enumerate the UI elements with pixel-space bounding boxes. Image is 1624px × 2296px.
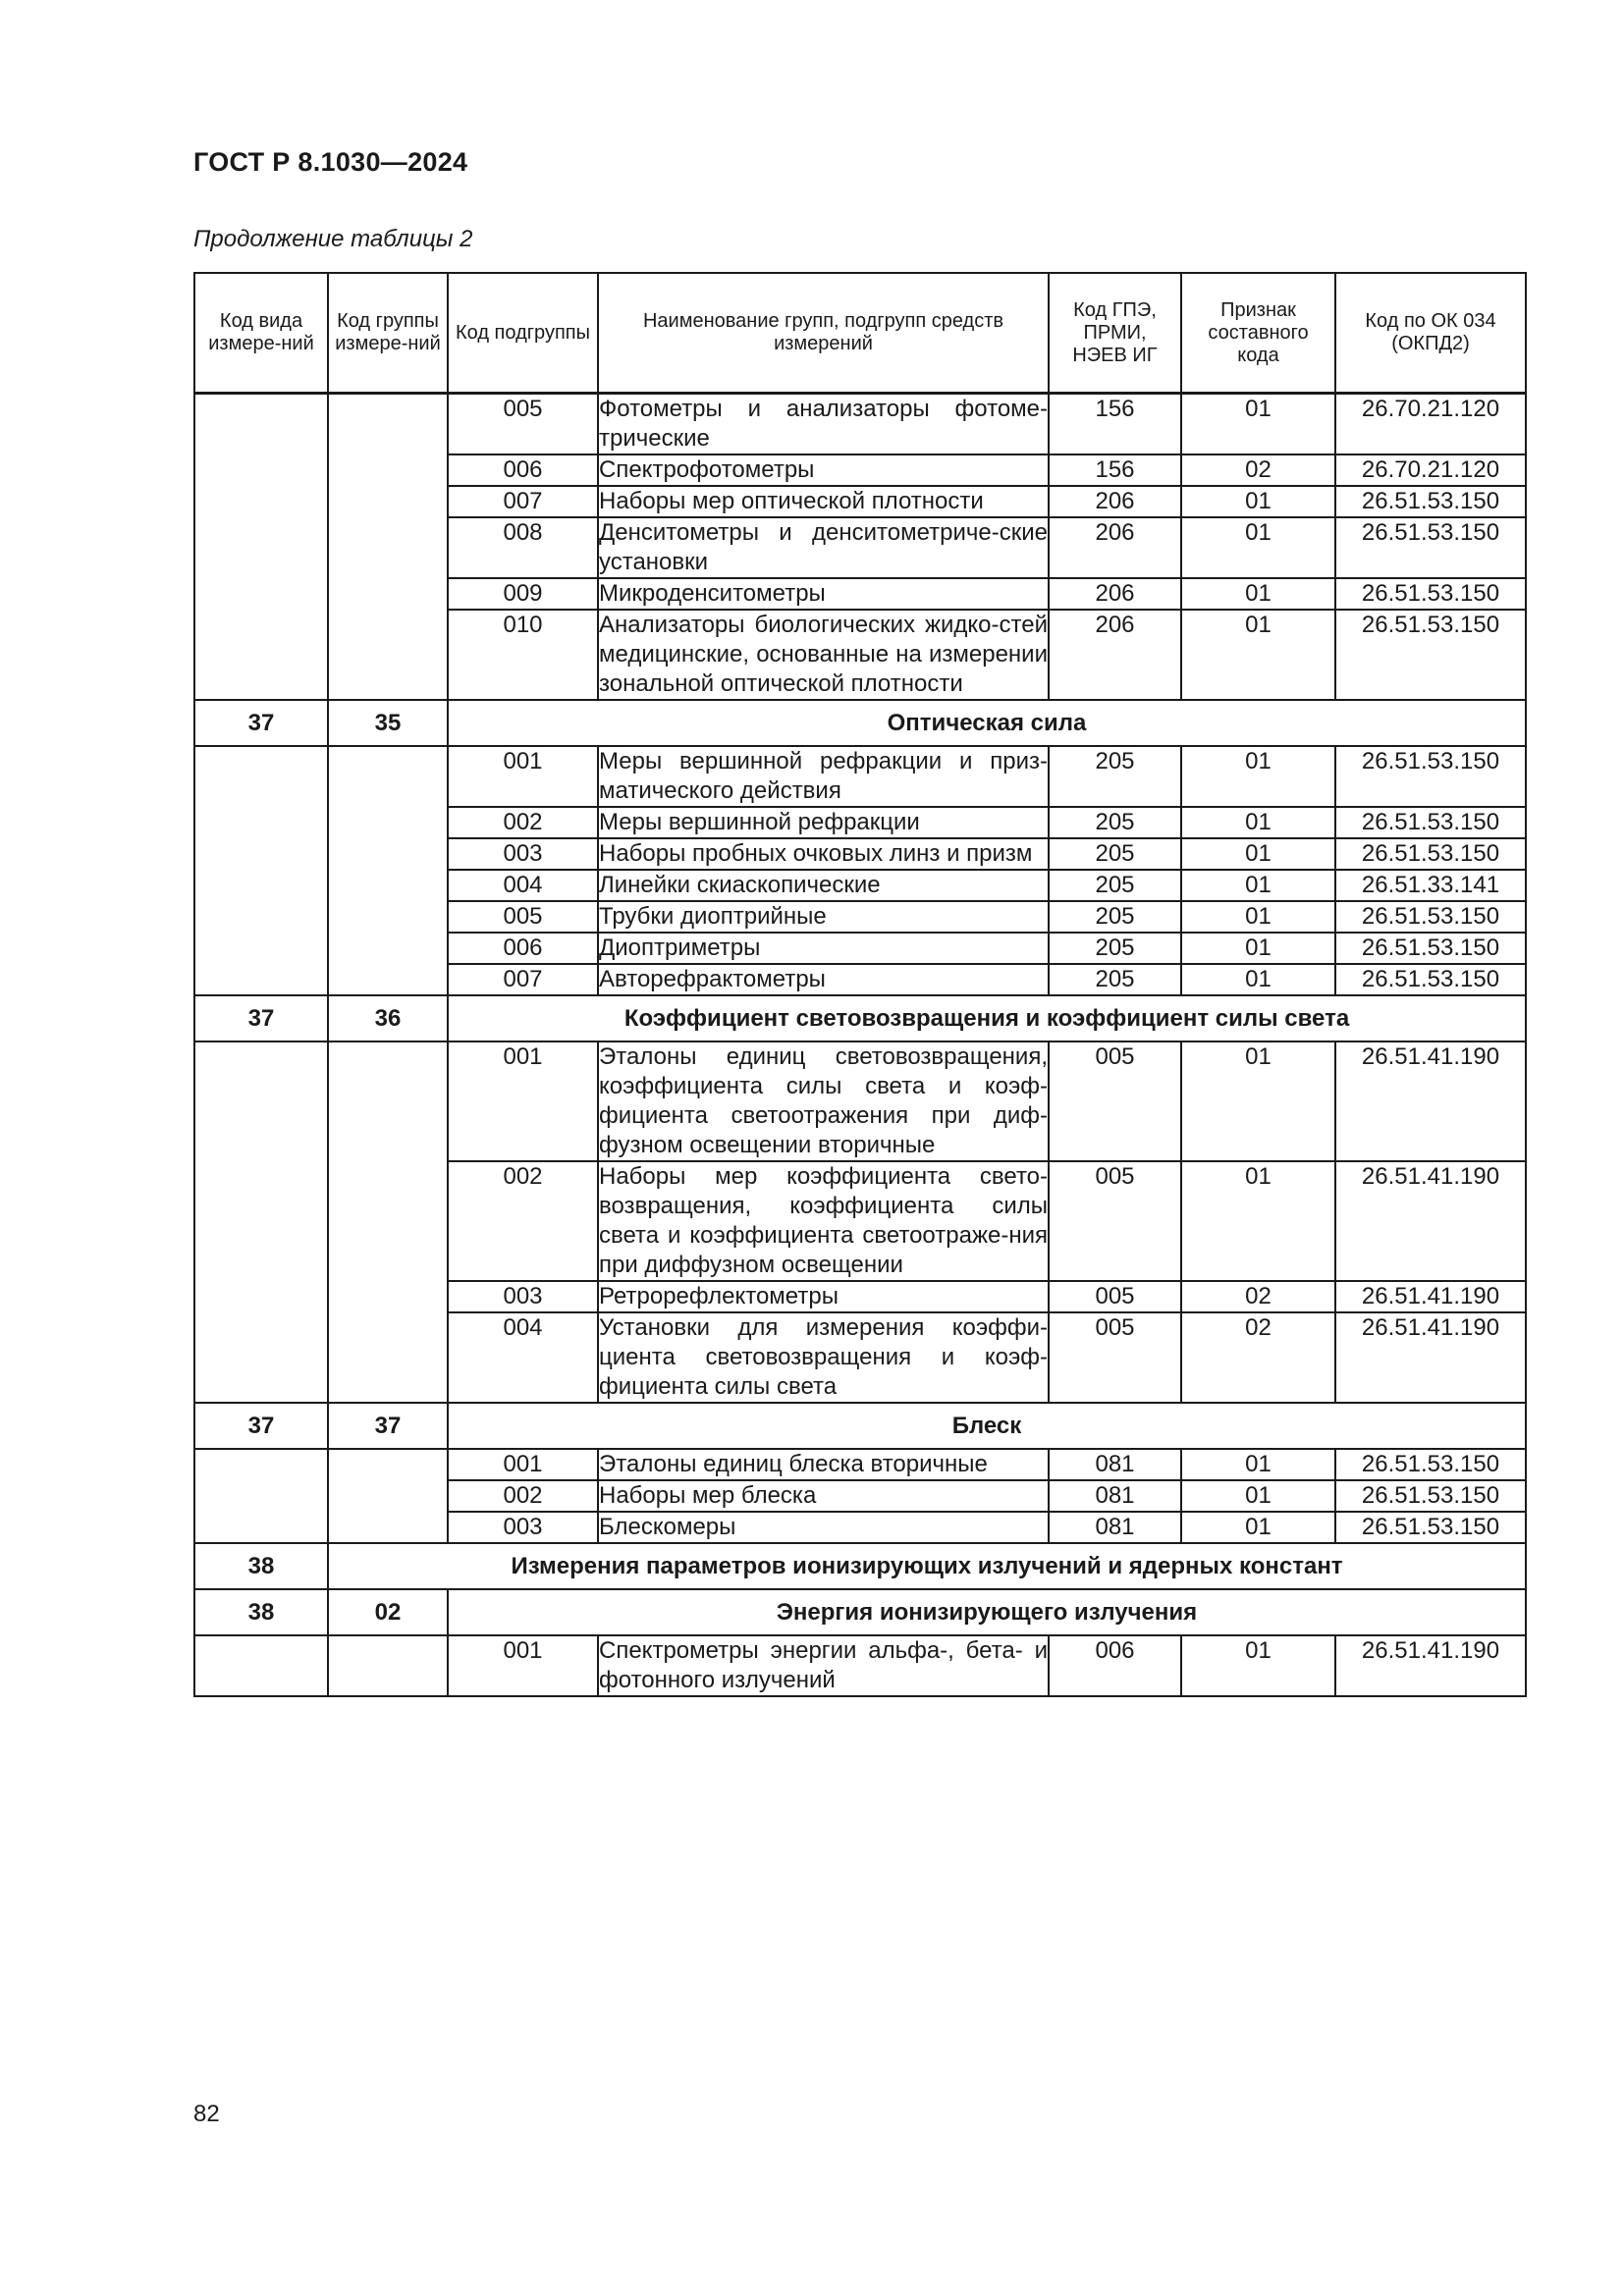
okpd-code-cell: 26.51.41.190 [1335, 1312, 1526, 1403]
classification-table [193, 272, 1527, 1697]
page-number: 82 [193, 2101, 220, 2127]
composite-sign-cell: 01 [1181, 746, 1335, 807]
instrument-name-cell: Эталоны единиц блеска вторичные [598, 1449, 1049, 1480]
okpd-code-cell: 26.51.41.190 [1335, 1281, 1526, 1312]
kind-section-row [194, 1543, 1526, 1589]
okpd-code-cell: 26.51.53.150 [1335, 486, 1526, 517]
subgroup-code-cell: 001 [448, 746, 598, 807]
okpd-code-cell: 26.51.53.150 [1335, 838, 1526, 870]
subgroup-code-cell: 003 [448, 838, 598, 870]
group-code-empty-cell [328, 1041, 448, 1403]
composite-sign-cell: 01 [1181, 933, 1335, 964]
composite-sign-cell: 01 [1181, 1041, 1335, 1161]
okpd-code-cell: 26.51.53.150 [1335, 1449, 1526, 1480]
composite-sign-cell: 01 [1181, 964, 1335, 995]
table-body [194, 394, 1526, 1697]
kind-code-empty-cell [194, 1635, 328, 1696]
gpe-code-cell: 205 [1049, 964, 1181, 995]
subgroup-code-cell: 007 [448, 964, 598, 995]
okpd-code-cell: 26.51.53.150 [1335, 578, 1526, 610]
group-code-empty-cell [328, 1449, 448, 1543]
subgroup-code-cell: 009 [448, 578, 598, 610]
instrument-name-cell: Трубки диоптрийные [598, 901, 1049, 933]
col-header-sign: Признак составного кода [1181, 273, 1335, 394]
table-row [194, 746, 1526, 807]
composite-sign-cell: 01 [1181, 807, 1335, 838]
okpd-code-cell: 26.51.53.150 [1335, 901, 1526, 933]
group-title-cell: Блеск [448, 1403, 1526, 1449]
subgroup-code-cell: 001 [448, 1449, 598, 1480]
instrument-name-cell: Блескомеры [598, 1512, 1049, 1543]
composite-sign-cell: 01 [1181, 1449, 1335, 1480]
table-row [194, 1041, 1526, 1161]
okpd-code-cell: 26.51.53.150 [1335, 807, 1526, 838]
composite-sign-cell: 01 [1181, 517, 1335, 578]
instrument-name-cell: Денситометры и денситометриче-ские установки [598, 517, 1049, 578]
kind-code-cell: 37 [194, 700, 328, 746]
gpe-code-cell: 081 [1049, 1449, 1181, 1480]
table-row [194, 1449, 1526, 1480]
group-title-cell: Коэффициент световозвращения и коэффициент силы света [448, 995, 1526, 1041]
subgroup-code-cell: 001 [448, 1041, 598, 1161]
okpd-code-cell: 26.70.21.120 [1335, 454, 1526, 486]
instrument-name-cell: Ретрорефлектометры [598, 1281, 1049, 1312]
instrument-name-cell: Авторефрактометры [598, 964, 1049, 995]
okpd-code-cell: 26.51.53.150 [1335, 933, 1526, 964]
composite-sign-cell: 01 [1181, 1512, 1335, 1543]
group-title-cell: Оптическая сила [448, 700, 1526, 746]
gpe-code-cell: 205 [1049, 807, 1181, 838]
subgroup-code-cell: 006 [448, 933, 598, 964]
group-code-cell: 02 [328, 1589, 448, 1635]
gpe-code-cell: 005 [1049, 1161, 1181, 1281]
okpd-code-cell: 26.51.53.150 [1335, 610, 1526, 700]
okpd-code-cell: 26.51.41.190 [1335, 1161, 1526, 1281]
gpe-code-cell: 081 [1049, 1480, 1181, 1512]
table-row [194, 1635, 1526, 1696]
group-code-empty-cell [328, 1635, 448, 1696]
table-caption: Продолжение таблицы 2 [193, 226, 473, 252]
gpe-code-cell: 156 [1049, 454, 1181, 486]
composite-sign-cell: 01 [1181, 1161, 1335, 1281]
subgroup-code-cell: 002 [448, 1161, 598, 1281]
document-code: ГОСТ Р 8.1030—2024 [193, 147, 468, 177]
composite-sign-cell: 01 [1181, 394, 1335, 455]
gpe-code-cell: 206 [1049, 486, 1181, 517]
subgroup-code-cell: 005 [448, 394, 598, 455]
composite-sign-cell: 02 [1181, 1312, 1335, 1403]
gpe-code-cell: 206 [1049, 610, 1181, 700]
instrument-name-cell: Линейки скиаскопические [598, 870, 1049, 901]
kind-code-cell: 37 [194, 995, 328, 1041]
subgroup-code-cell: 001 [448, 1635, 598, 1696]
instrument-name-cell: Установки для измерения коэффи-циента световозвращения и коэф-фициента силы света [598, 1312, 1049, 1403]
instrument-name-cell: Фотометры и анализаторы фотоме-трические [598, 394, 1049, 455]
subgroup-code-cell: 004 [448, 1312, 598, 1403]
group-code-cell: 36 [328, 995, 448, 1041]
group-title-cell: Энергия ионизирующего излучения [448, 1589, 1526, 1635]
gpe-code-cell: 205 [1049, 870, 1181, 901]
okpd-code-cell: 26.51.53.150 [1335, 517, 1526, 578]
composite-sign-cell: 01 [1181, 870, 1335, 901]
subgroup-code-cell: 007 [448, 486, 598, 517]
subgroup-code-cell: 002 [448, 807, 598, 838]
gpe-code-cell: 006 [1049, 1635, 1181, 1696]
gpe-code-cell: 005 [1049, 1281, 1181, 1312]
instrument-name-cell: Микроденситометры [598, 578, 1049, 610]
kind-code-cell: 38 [194, 1543, 328, 1589]
col-header-gpe: Код ГПЭ, ПРМИ, НЭЕВ ИГ [1049, 273, 1181, 394]
kind-code-empty-cell [194, 1041, 328, 1403]
table-header-row [194, 273, 1526, 394]
group-code-cell: 35 [328, 700, 448, 746]
gpe-code-cell: 205 [1049, 838, 1181, 870]
instrument-name-cell: Меры вершинной рефракции и приз-матического действия [598, 746, 1049, 807]
table-row [194, 394, 1526, 455]
gpe-code-cell: 005 [1049, 1041, 1181, 1161]
gpe-code-cell: 005 [1049, 1312, 1181, 1403]
group-code-empty-cell [328, 746, 448, 995]
group-header-row [194, 995, 1526, 1041]
kind-code-empty-cell [194, 746, 328, 995]
okpd-code-cell: 26.51.53.150 [1335, 964, 1526, 995]
col-header-kind: Код вида измере-ний [194, 273, 328, 394]
composite-sign-cell: 02 [1181, 454, 1335, 486]
gpe-code-cell: 206 [1049, 578, 1181, 610]
gpe-code-cell: 206 [1049, 517, 1181, 578]
group-code-empty-cell [328, 394, 448, 701]
instrument-name-cell: Диоптриметры [598, 933, 1049, 964]
okpd-code-cell: 26.51.41.190 [1335, 1041, 1526, 1161]
composite-sign-cell: 01 [1181, 578, 1335, 610]
composite-sign-cell: 01 [1181, 1480, 1335, 1512]
okpd-code-cell: 26.51.41.190 [1335, 1635, 1526, 1696]
gpe-code-cell: 156 [1049, 394, 1181, 455]
subgroup-code-cell: 002 [448, 1480, 598, 1512]
instrument-name-cell: Наборы мер коэффициента свето-возвращения, коэффициента силы света и коэффициента светоотраже-ния при диффузном освещении [598, 1161, 1049, 1281]
composite-sign-cell: 01 [1181, 1635, 1335, 1696]
instrument-name-cell: Эталоны единиц световозвращения, коэффициента силы света и коэф-фициента светоотражения при диф-фузном освещении вторичные [598, 1041, 1049, 1161]
col-header-subgroup: Код подгруппы [448, 273, 598, 394]
subgroup-code-cell: 008 [448, 517, 598, 578]
kind-code-empty-cell [194, 1449, 328, 1543]
okpd-code-cell: 26.70.21.120 [1335, 394, 1526, 455]
col-header-okpd: Код по ОК 034 (ОКПД2) [1335, 273, 1526, 394]
composite-sign-cell: 01 [1181, 901, 1335, 933]
subgroup-code-cell: 003 [448, 1512, 598, 1543]
gpe-code-cell: 081 [1049, 1512, 1181, 1543]
kind-code-cell: 38 [194, 1589, 328, 1635]
kind-code-empty-cell [194, 394, 328, 701]
group-header-row [194, 1403, 1526, 1449]
okpd-code-cell: 26.51.53.150 [1335, 1480, 1526, 1512]
col-header-name: Наименование групп, подгрупп средств измерений [598, 273, 1049, 394]
composite-sign-cell: 01 [1181, 838, 1335, 870]
group-code-cell: 37 [328, 1403, 448, 1449]
gpe-code-cell: 205 [1049, 746, 1181, 807]
subgroup-code-cell: 005 [448, 901, 598, 933]
okpd-code-cell: 26.51.33.141 [1335, 870, 1526, 901]
subgroup-code-cell: 006 [448, 454, 598, 486]
instrument-name-cell: Спектрофотометры [598, 454, 1049, 486]
composite-sign-cell: 02 [1181, 1281, 1335, 1312]
subgroup-code-cell: 010 [448, 610, 598, 700]
instrument-name-cell: Наборы мер блеска [598, 1480, 1049, 1512]
instrument-name-cell: Анализаторы биологических жидко-стей медицинские, основанные на измерении зональной оптической плотности [598, 610, 1049, 700]
okpd-code-cell: 26.51.53.150 [1335, 1512, 1526, 1543]
subgroup-code-cell: 004 [448, 870, 598, 901]
gpe-code-cell: 205 [1049, 933, 1181, 964]
group-header-row [194, 700, 1526, 746]
subgroup-code-cell: 003 [448, 1281, 598, 1312]
kind-code-cell: 37 [194, 1403, 328, 1449]
group-header-row [194, 1589, 1526, 1635]
composite-sign-cell: 01 [1181, 610, 1335, 700]
composite-sign-cell: 01 [1181, 486, 1335, 517]
instrument-name-cell: Наборы мер оптической плотности [598, 486, 1049, 517]
col-header-group: Код группы измере-ний [328, 273, 448, 394]
instrument-name-cell: Меры вершинной рефракции [598, 807, 1049, 838]
gpe-code-cell: 205 [1049, 901, 1181, 933]
instrument-name-cell: Наборы пробных очковых линз и призм [598, 838, 1049, 870]
okpd-code-cell: 26.51.53.150 [1335, 746, 1526, 807]
instrument-name-cell: Спектрометры энергии альфа-, бета- и фотонного излучений [598, 1635, 1049, 1696]
kind-title-cell: Измерения параметров ионизирующих излучений и ядерных констант [328, 1543, 1526, 1589]
